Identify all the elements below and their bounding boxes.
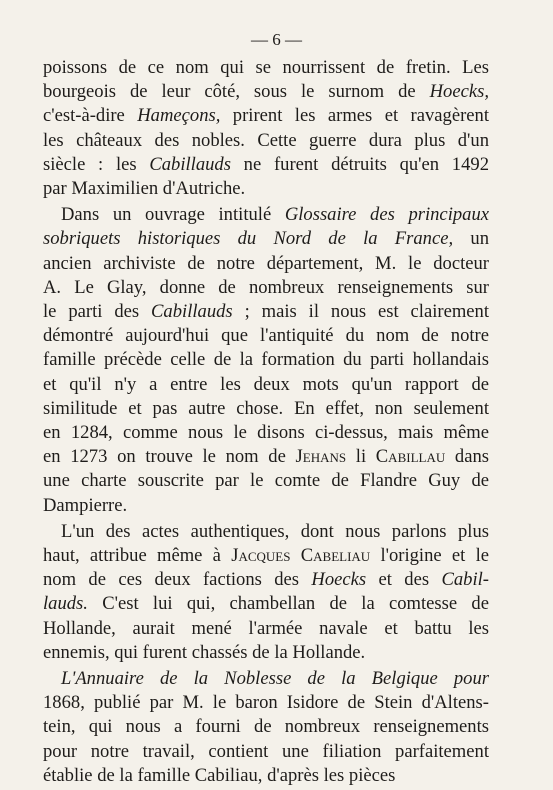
- text-line: [43, 252, 489, 276]
- text-run: par Maximilien d'Autriche.: [43, 178, 246, 200]
- text-run: nom de ces deux factions des: [43, 569, 312, 591]
- page-number: — 6 —: [251, 30, 302, 49]
- text-line: [43, 421, 489, 445]
- italic-text: Hoecks,: [429, 81, 489, 103]
- italic-text: Cabil-: [441, 569, 490, 591]
- italic-text: sobriquets historiques du Nord de la France,: [43, 228, 454, 250]
- text-run: le parti des: [43, 301, 152, 323]
- text-line: [43, 617, 489, 641]
- text-run: pour notre travail, contient une filiation parfaitement: [43, 740, 489, 762]
- text-line: [43, 203, 489, 227]
- text-run: ennemis, qui furent chassés de la Hollande.: [43, 641, 366, 663]
- italic-text: Hameçons,: [137, 105, 221, 127]
- text-line: [43, 469, 489, 493]
- italic-text: Cabillauds: [151, 301, 233, 323]
- text-line: [43, 568, 489, 592]
- text-run: les châteaux des nobles. Cette guerre dura plus d'un: [43, 129, 489, 151]
- text-run: ne furent détruits qu'en 1492: [230, 153, 489, 175]
- text-run: en 1284, comme nous le disons ci-dessus, mais même: [43, 422, 489, 444]
- text-line: [43, 667, 489, 691]
- text-run: L'un des actes authentiques, dont nous parlons plus: [61, 520, 489, 542]
- text-line: [43, 544, 489, 568]
- text-run: famille précède celle de la formation du parti hollandais: [43, 349, 489, 371]
- text-run: un: [453, 228, 489, 250]
- text-line: [43, 641, 489, 665]
- text-line: [43, 520, 489, 544]
- text-run: Hollande, aurait mené l'armée navale et battu les: [43, 617, 489, 639]
- text-run: en 1273 on trouve le nom de: [43, 446, 296, 468]
- text-line: [43, 276, 489, 300]
- text-line: [43, 592, 489, 616]
- text-run: siècle : les: [43, 153, 150, 175]
- text-run: l'origine et le: [370, 545, 490, 567]
- text-line: [43, 740, 489, 764]
- text-line: [43, 373, 489, 397]
- paragraph: [43, 520, 489, 665]
- text-line: [43, 445, 489, 469]
- italic-text: L'Annuaire de la Noblesse de la Belgique pour: [61, 668, 489, 690]
- text-run: 1868, publié par M. le baron Isidore de Stein d'Altens-: [43, 692, 489, 714]
- text-line: [43, 227, 489, 251]
- text-run: prirent les armes et ravagèrent: [220, 105, 489, 127]
- text-run: tein, qui nous a fourni de nombreux renseignements: [43, 716, 489, 738]
- text-run: A. Le Glay, donne de nombreux renseignements sur: [43, 276, 489, 298]
- body-text: [43, 56, 489, 790]
- text-run: ancien archiviste de notre département, M. le docteur: [43, 252, 489, 274]
- text-run: Dampierre.: [43, 494, 128, 516]
- text-run: li: [346, 446, 376, 468]
- text-line: [43, 715, 489, 739]
- paragraph: [43, 667, 489, 788]
- text-run: Dans un ouvrage intitulé: [61, 204, 285, 226]
- text-run: C'est lui qui, chambellan de la comtesse de: [87, 593, 489, 615]
- text-run: démontré aujourd'hui que l'antiquité du nom de notre: [43, 325, 489, 347]
- italic-text: Cabillauds: [149, 153, 231, 175]
- text-line: [43, 348, 489, 372]
- italic-text: Hoecks: [311, 569, 367, 591]
- text-run: haut, attribue même à: [43, 545, 232, 567]
- text-line: [43, 494, 489, 518]
- text-run: établie de la famille Cabiliau, d'après les pièces: [43, 764, 396, 786]
- text-run: dans: [445, 446, 489, 468]
- text-line: [43, 80, 489, 104]
- text-line: [43, 300, 489, 324]
- text-line: [43, 104, 489, 128]
- paragraph: [43, 56, 489, 201]
- italic-text: Glossaire des principaux: [284, 204, 489, 226]
- text-line: [43, 56, 489, 80]
- text-run: ; mais il nous est clairement: [232, 301, 489, 323]
- text-line: [43, 153, 489, 177]
- small-caps-text: Jehans: [295, 446, 347, 468]
- text-run: similitude et pas autre chose. En effet, non seulement: [43, 397, 489, 419]
- italic-text: lauds.: [43, 593, 88, 615]
- text-run: bourgeois de leur côté, sous le surnom de: [43, 81, 430, 103]
- text-line: [43, 691, 489, 715]
- text-run: poissons de ce nom qui se nourrissent de fretin. Les: [43, 57, 489, 78]
- small-caps-text: Cabillau: [375, 446, 446, 468]
- text-line: [43, 177, 489, 201]
- text-line: [43, 397, 489, 421]
- text-run: et qu'il n'y a entre les deux mots qu'un rapport de: [43, 373, 489, 395]
- text-line: [43, 324, 489, 348]
- paragraph: [43, 203, 489, 518]
- text-run: et des: [366, 569, 442, 591]
- text-run: une charte souscrite par le comte de Flandre Guy de: [43, 470, 489, 492]
- small-caps-text: Jacques Cabeliau: [231, 545, 371, 567]
- text-line: [43, 129, 489, 153]
- text-run: c'est-à-dire: [43, 105, 138, 127]
